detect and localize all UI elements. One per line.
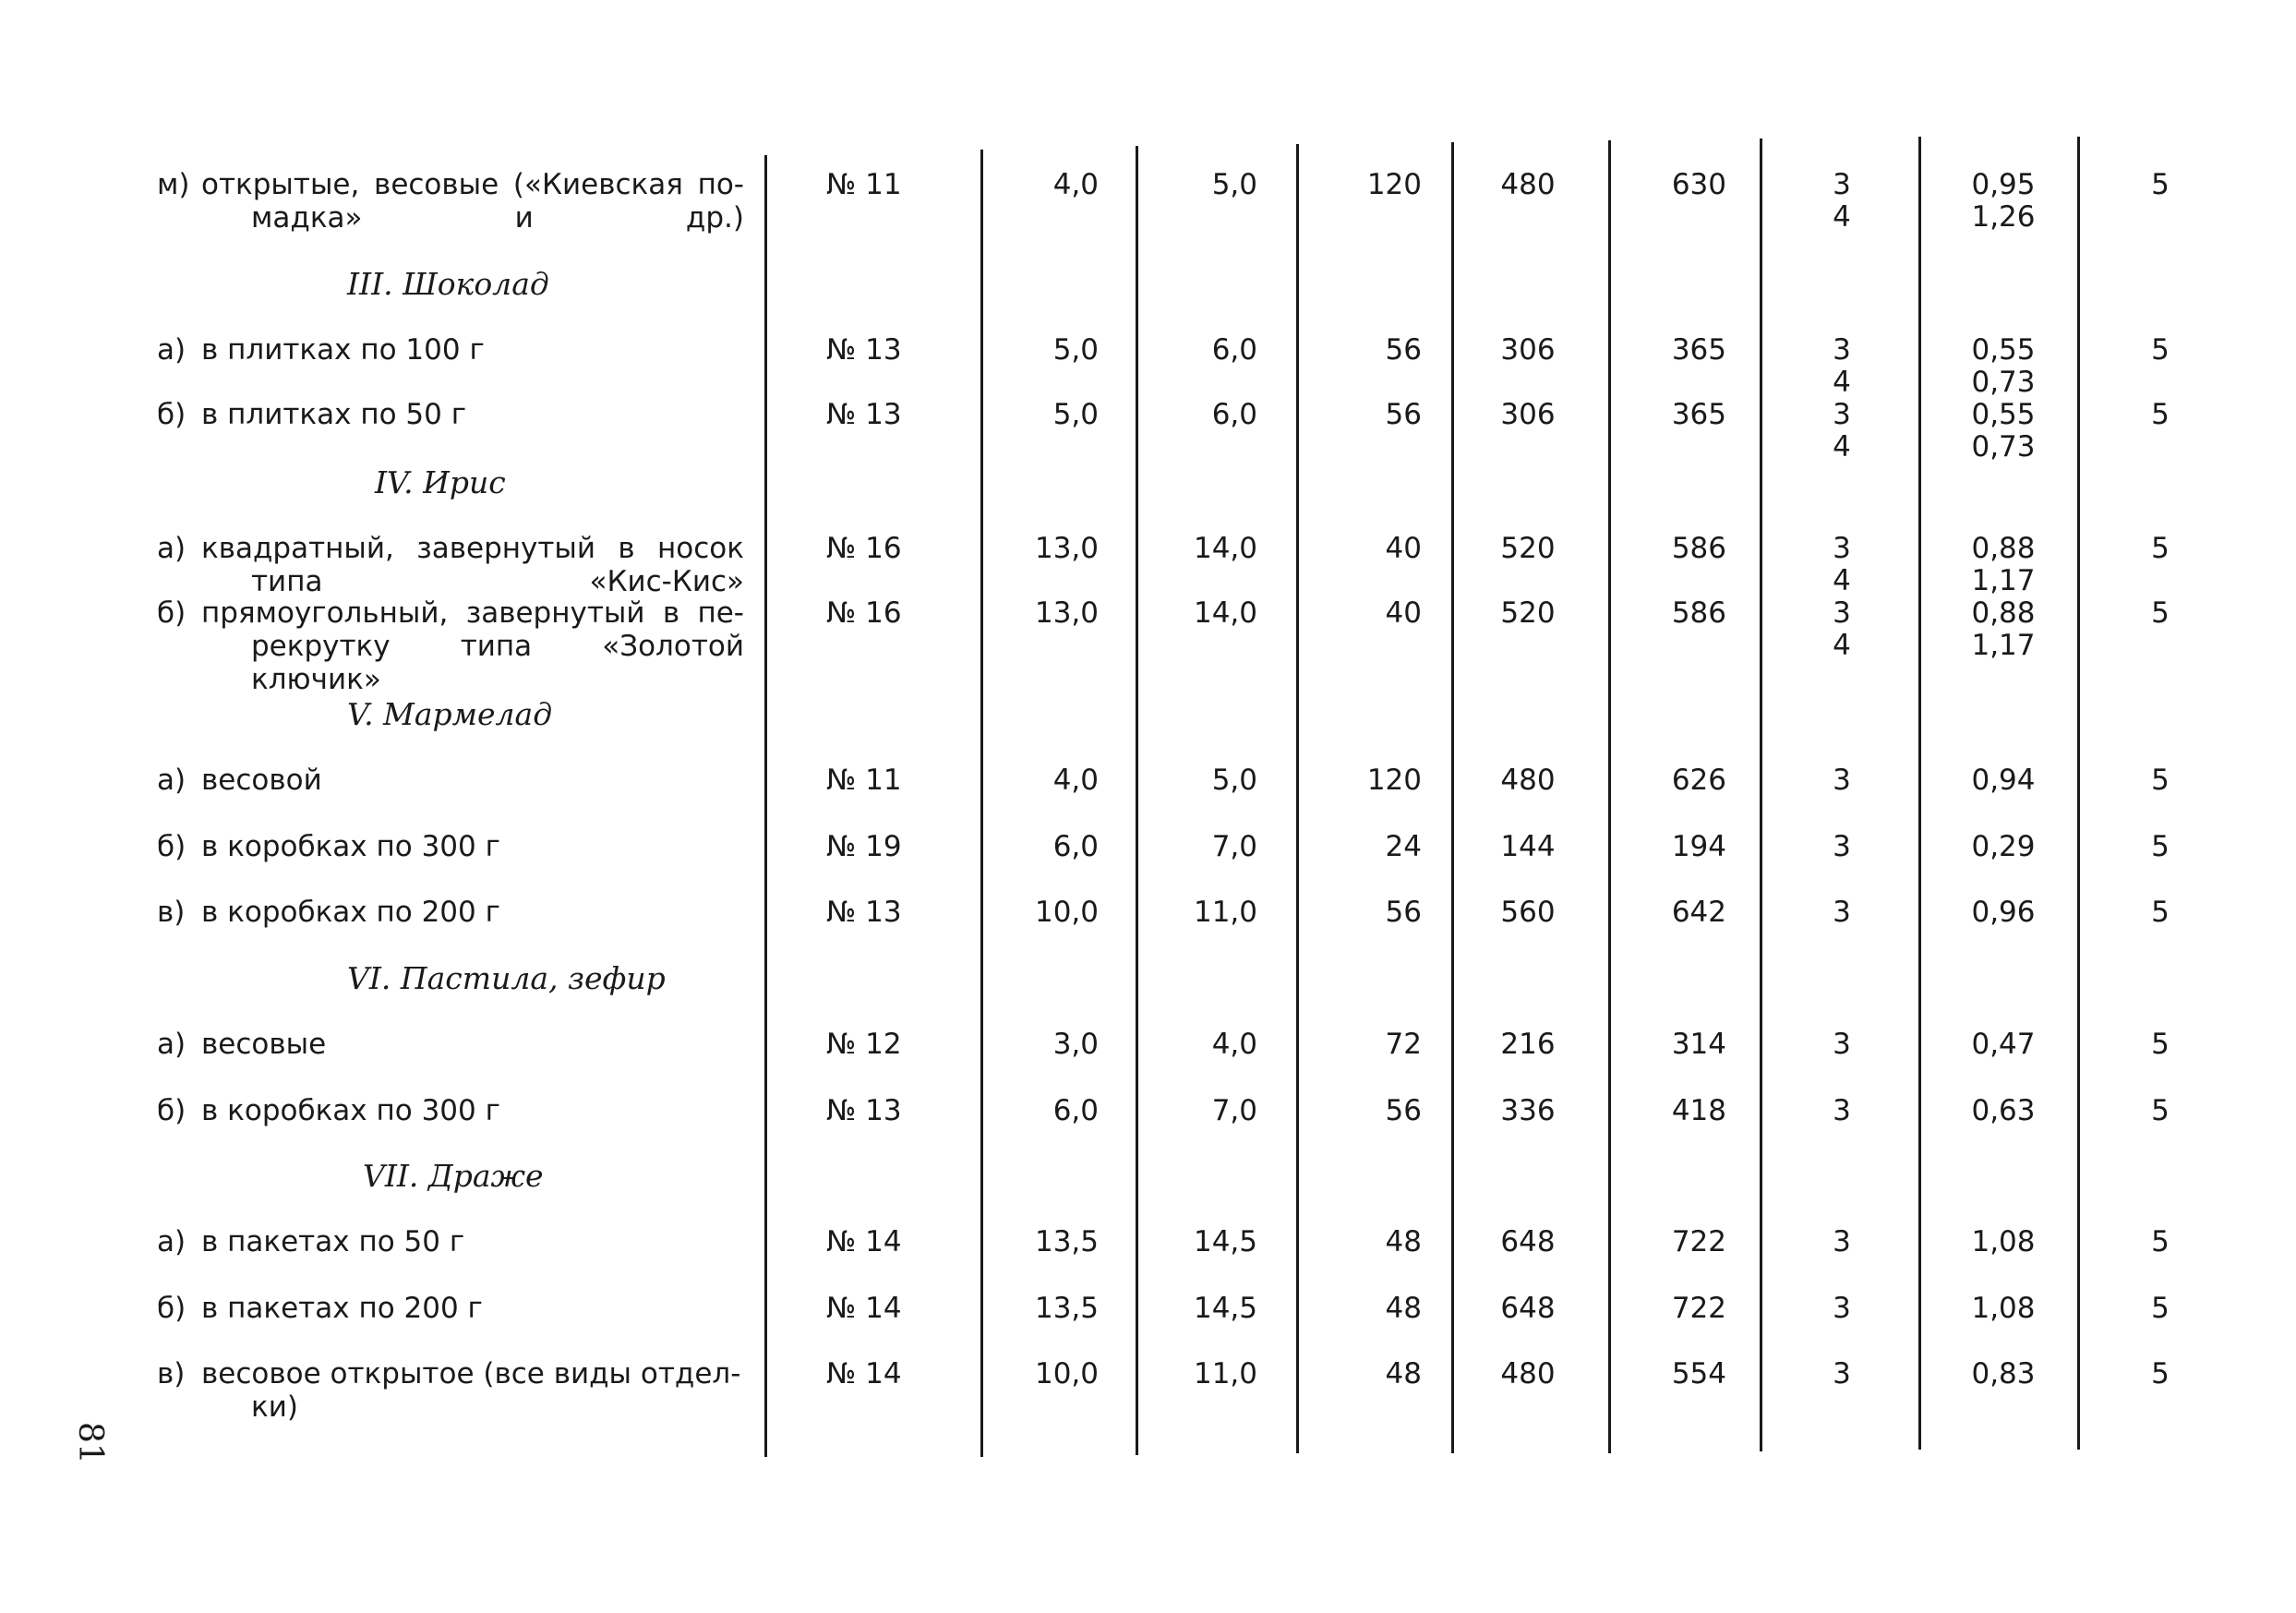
row-name — [201, 764, 755, 797]
row-label: б) — [157, 830, 186, 863]
cell-b: 4,0 — [1211, 1028, 1257, 1061]
cell-no: № 11 — [826, 168, 902, 201]
cell-d: 306 — [1500, 333, 1556, 367]
cell-b: 7,0 — [1211, 1094, 1257, 1127]
cell-d: 144 — [1500, 830, 1556, 863]
cell-a: 5,0 — [1052, 398, 1099, 431]
row-name-line: в коробках по 300 г — [201, 830, 500, 863]
section-heading: III. Шоколад — [347, 266, 549, 302]
cell-c: 24 — [1385, 830, 1422, 863]
cell-g: 0,73 — [1971, 430, 2036, 463]
cell-g: 1,26 — [1971, 200, 2036, 234]
cell-c: 56 — [1385, 398, 1422, 431]
cell-a: 5,0 — [1052, 333, 1099, 367]
row-name-line: прямоугольный, завернутый в пе- — [201, 596, 744, 630]
row-name — [201, 1094, 755, 1127]
cell-d: 648 — [1500, 1225, 1556, 1258]
cell-e: 722 — [1671, 1292, 1726, 1325]
row-name — [201, 896, 755, 929]
cell-f: 3 — [1833, 168, 1851, 201]
cell-c: 48 — [1385, 1357, 1422, 1390]
row-label: в) — [157, 1357, 186, 1390]
cell-no: № 14 — [826, 1357, 902, 1390]
cell-no: № 13 — [826, 1094, 902, 1127]
row-name-line: квадратный, завернутый в носок — [201, 532, 744, 565]
row-name — [201, 1028, 755, 1061]
cell-f: 3 — [1833, 1094, 1851, 1127]
section-heading: V. Мармелад — [347, 696, 553, 732]
cell-a: 6,0 — [1052, 830, 1099, 863]
cell-g: 0,55 — [1971, 398, 2036, 431]
cell-c: 120 — [1366, 168, 1422, 201]
cell-b: 7,0 — [1211, 830, 1257, 863]
row-label: б) — [157, 596, 186, 630]
row-name — [201, 168, 744, 235]
cell-a: 10,0 — [1034, 896, 1099, 929]
cell-f: 3 — [1833, 764, 1851, 797]
row-label: б) — [157, 398, 186, 431]
cell-no: № 14 — [826, 1225, 902, 1258]
row-label: б) — [157, 1094, 186, 1127]
cell-g: 0,29 — [1971, 830, 2036, 863]
row-label: м) — [157, 168, 190, 201]
cell-no: № 16 — [826, 596, 902, 630]
cell-no: № 13 — [826, 896, 902, 929]
cell-d: 648 — [1500, 1292, 1556, 1325]
row-label: а) — [157, 532, 186, 565]
cell-f: 4 — [1833, 200, 1851, 234]
cell-b: 14,0 — [1193, 532, 1257, 565]
cell-no: № 11 — [826, 764, 902, 797]
cell-g: 0,63 — [1971, 1094, 2036, 1127]
row-name-line: ки) — [251, 1390, 298, 1424]
cell-d: 520 — [1500, 596, 1556, 630]
cell-no: № 13 — [826, 398, 902, 431]
row-name — [201, 1225, 755, 1258]
section-heading: VI. Пастила, зефир — [347, 960, 666, 996]
cell-g: 1,17 — [1971, 629, 2036, 662]
row-label: б) — [157, 1292, 186, 1325]
cell-f: 3 — [1833, 830, 1851, 863]
cell-c: 56 — [1385, 1094, 1422, 1127]
cell-h: 5 — [2151, 398, 2170, 431]
cell-b: 14,5 — [1193, 1225, 1257, 1258]
cell-b: 5,0 — [1211, 168, 1257, 201]
cell-e: 642 — [1671, 896, 1726, 929]
cell-f: 4 — [1833, 564, 1851, 597]
cell-h: 5 — [2151, 896, 2170, 929]
cell-g: 1,17 — [1971, 564, 2036, 597]
row-name-line: в коробках по 300 г — [201, 1094, 500, 1127]
cell-c: 40 — [1385, 532, 1422, 565]
cell-b: 14,0 — [1193, 596, 1257, 630]
column-rule — [1760, 138, 1762, 1451]
row-name-line: открытые, весовые («Киевская по- — [201, 168, 744, 201]
cell-c: 40 — [1385, 596, 1422, 630]
cell-g: 0,96 — [1971, 896, 2036, 929]
cell-a: 4,0 — [1052, 168, 1099, 201]
row-label: а) — [157, 333, 186, 367]
cell-f: 4 — [1833, 366, 1851, 399]
cell-g: 0,88 — [1971, 596, 2036, 630]
cell-f: 3 — [1833, 532, 1851, 565]
cell-h: 5 — [2151, 830, 2170, 863]
row-label: а) — [157, 1225, 186, 1258]
cell-h: 5 — [2151, 764, 2170, 797]
cell-f: 3 — [1833, 398, 1851, 431]
cell-f: 3 — [1833, 1292, 1851, 1325]
column-rule — [2077, 137, 2080, 1450]
cell-b: 5,0 — [1211, 764, 1257, 797]
column-rule — [1136, 146, 1138, 1455]
cell-h: 5 — [2151, 1028, 2170, 1061]
cell-h: 5 — [2151, 532, 2170, 565]
cell-a: 13,5 — [1034, 1292, 1099, 1325]
cell-b: 11,0 — [1193, 1357, 1257, 1390]
cell-h: 5 — [2151, 168, 2170, 201]
column-rule — [1296, 144, 1299, 1453]
cell-d: 480 — [1500, 168, 1556, 201]
cell-d: 480 — [1500, 764, 1556, 797]
cell-e: 365 — [1671, 333, 1726, 367]
cell-e: 194 — [1671, 830, 1726, 863]
row-name-line: типа «Кис-Кис» — [251, 565, 744, 598]
cell-g: 1,08 — [1971, 1225, 2036, 1258]
row-name — [201, 1357, 755, 1424]
row-name-line: весовой — [201, 764, 322, 797]
cell-c: 56 — [1385, 896, 1422, 929]
cell-b: 6,0 — [1211, 398, 1257, 431]
cell-f: 3 — [1833, 1225, 1851, 1258]
cell-a: 3,0 — [1052, 1028, 1099, 1061]
row-name-line: в плитках по 50 г — [201, 398, 467, 431]
cell-g: 0,55 — [1971, 333, 2036, 367]
cell-e: 365 — [1671, 398, 1726, 431]
cell-no: № 19 — [826, 830, 902, 863]
cell-f: 3 — [1833, 333, 1851, 367]
cell-d: 520 — [1500, 532, 1556, 565]
cell-a: 13,0 — [1034, 596, 1099, 630]
column-rule — [1918, 137, 1921, 1450]
row-name-line: мадка» и др.) — [251, 201, 744, 235]
section-heading: VII. Драже — [363, 1158, 544, 1194]
cell-h: 5 — [2151, 596, 2170, 630]
column-rule — [1608, 140, 1611, 1453]
cell-d: 306 — [1500, 398, 1556, 431]
cell-no: № 12 — [826, 1028, 902, 1061]
cell-a: 10,0 — [1034, 1357, 1099, 1390]
cell-c: 72 — [1385, 1028, 1422, 1061]
row-name-line: в пакетах по 50 г — [201, 1225, 465, 1258]
cell-e: 554 — [1671, 1357, 1726, 1390]
cell-f: 3 — [1833, 896, 1851, 929]
cell-a: 13,0 — [1034, 532, 1099, 565]
cell-b: 6,0 — [1211, 333, 1257, 367]
cell-f: 4 — [1833, 629, 1851, 662]
cell-d: 216 — [1500, 1028, 1556, 1061]
cell-a: 13,5 — [1034, 1225, 1099, 1258]
cell-g: 0,47 — [1971, 1028, 2036, 1061]
cell-e: 626 — [1671, 764, 1726, 797]
cell-h: 5 — [2151, 1225, 2170, 1258]
cell-e: 418 — [1671, 1094, 1726, 1127]
cell-h: 5 — [2151, 1094, 2170, 1127]
row-name-line: рекрутку типа «Золотой ключик» — [251, 630, 744, 696]
cell-g: 0,83 — [1971, 1357, 2036, 1390]
cell-f: 3 — [1833, 596, 1851, 630]
cell-a: 4,0 — [1052, 764, 1099, 797]
cell-c: 120 — [1366, 764, 1422, 797]
cell-e: 586 — [1671, 532, 1726, 565]
column-rule — [1451, 142, 1454, 1453]
row-label: а) — [157, 1028, 186, 1061]
cell-no: № 13 — [826, 333, 902, 367]
column-rule — [980, 150, 983, 1457]
cell-c: 48 — [1385, 1292, 1422, 1325]
row-name — [201, 532, 744, 598]
row-name-line: весовое открытое (все виды отдел- — [201, 1357, 741, 1390]
cell-e: 630 — [1671, 168, 1726, 201]
row-label: в) — [157, 896, 186, 929]
row-name — [201, 1292, 755, 1325]
row-name — [201, 830, 755, 863]
row-name — [201, 333, 755, 367]
cell-d: 480 — [1500, 1357, 1556, 1390]
cell-h: 5 — [2151, 333, 2170, 367]
row-label: а) — [157, 764, 186, 797]
cell-a: 6,0 — [1052, 1094, 1099, 1127]
cell-e: 722 — [1671, 1225, 1726, 1258]
cell-g: 0,88 — [1971, 532, 2036, 565]
cell-e: 586 — [1671, 596, 1726, 630]
cell-f: 3 — [1833, 1028, 1851, 1061]
row-name — [201, 398, 755, 431]
cell-no: № 14 — [826, 1292, 902, 1325]
cell-h: 5 — [2151, 1292, 2170, 1325]
row-name-line: в пакетах по 200 г — [201, 1292, 483, 1325]
cell-g: 0,94 — [1971, 764, 2036, 797]
cell-g: 0,73 — [1971, 366, 2036, 399]
row-name — [201, 596, 744, 696]
column-rule — [764, 155, 767, 1457]
cell-d: 560 — [1500, 896, 1556, 929]
cell-b: 11,0 — [1193, 896, 1257, 929]
row-name-line: весовые — [201, 1028, 327, 1061]
cell-c: 48 — [1385, 1225, 1422, 1258]
cell-g: 1,08 — [1971, 1292, 2036, 1325]
cell-b: 14,5 — [1193, 1292, 1257, 1325]
cell-g: 0,95 — [1971, 168, 2036, 201]
cell-f: 3 — [1833, 1357, 1851, 1390]
cell-d: 336 — [1500, 1094, 1556, 1127]
cell-no: № 16 — [826, 532, 902, 565]
row-name-line: в коробках по 200 г — [201, 896, 500, 929]
cell-f: 4 — [1833, 430, 1851, 463]
row-name-line: в плитках по 100 г — [201, 333, 485, 367]
cell-c: 56 — [1385, 333, 1422, 367]
cell-e: 314 — [1671, 1028, 1726, 1061]
section-heading: IV. Ирис — [375, 464, 506, 500]
page-number: 81 — [71, 1422, 109, 1464]
cell-h: 5 — [2151, 1357, 2170, 1390]
